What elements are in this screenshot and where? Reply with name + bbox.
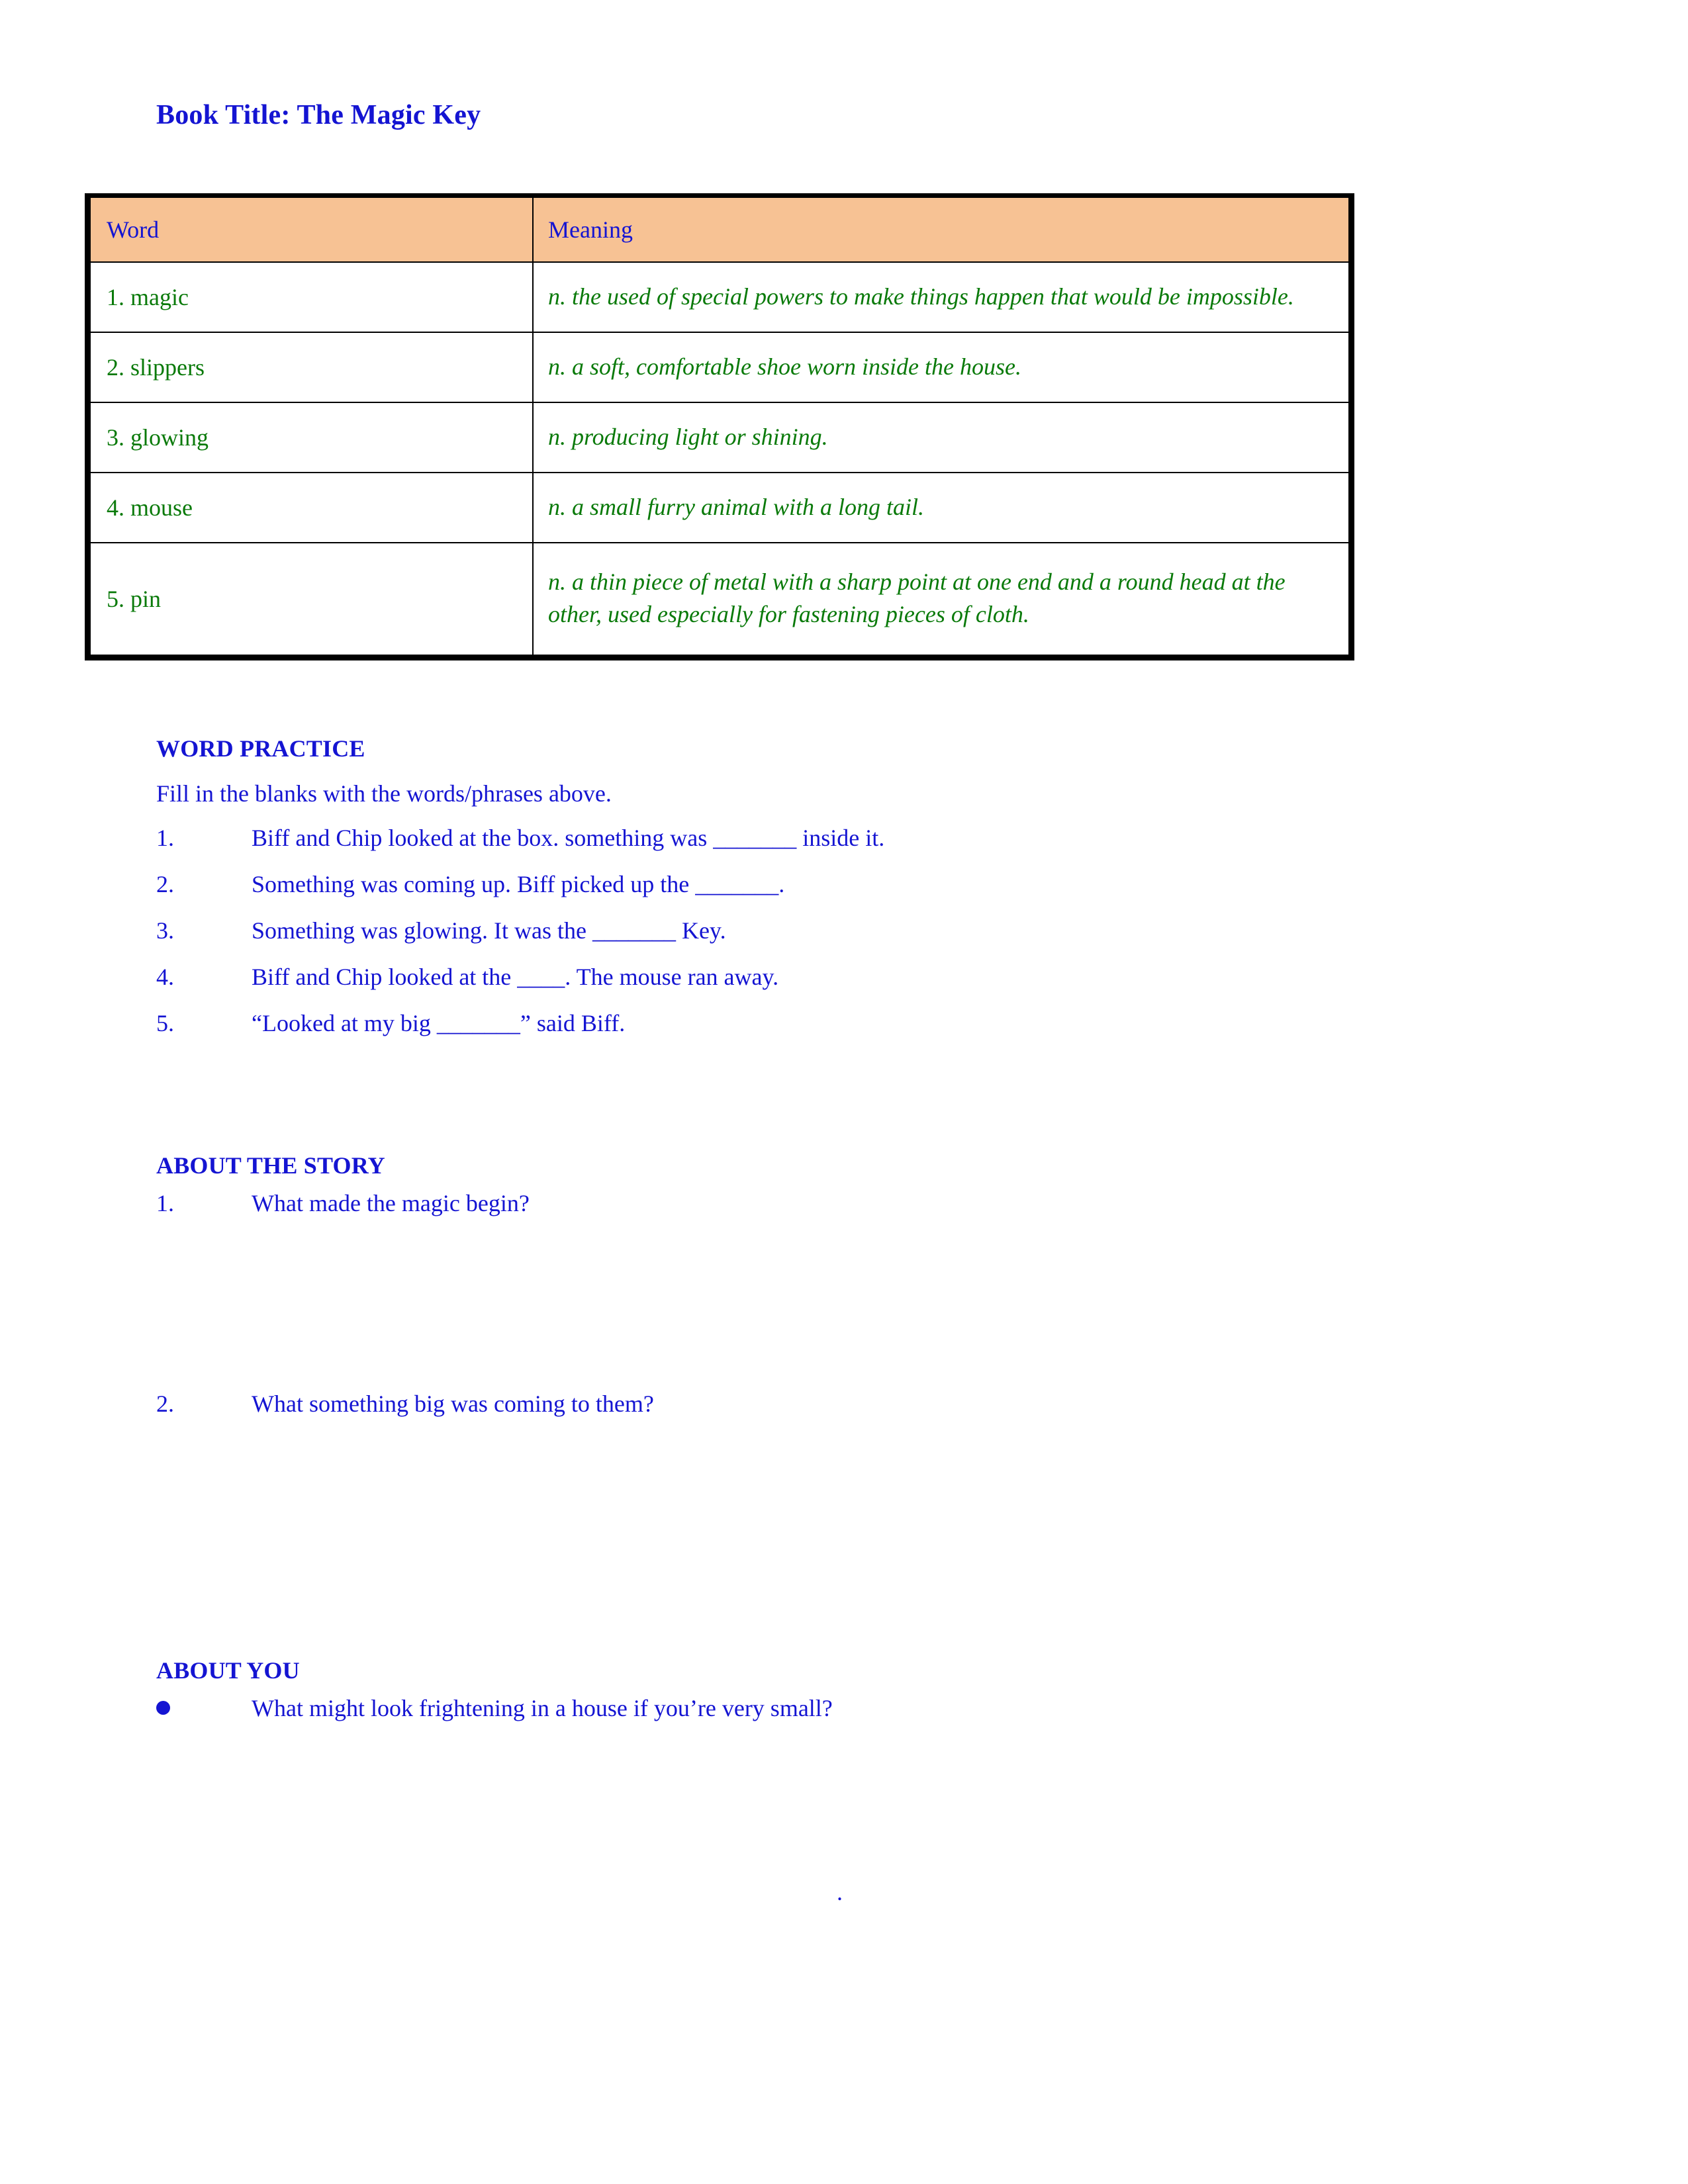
word-cell (90, 402, 533, 473)
item-text: “Looked at my big _______” said Biff. (252, 1010, 626, 1036)
column-header-word (90, 198, 533, 262)
meaning-cell (533, 402, 1349, 473)
item-number: 3. (156, 917, 174, 944)
table-header-row (90, 198, 1349, 262)
table-row (90, 262, 1349, 332)
list-item (156, 1011, 884, 1058)
about-you-question-1 (156, 1696, 833, 1720)
word-practice-heading: WORD PRACTICE (156, 735, 365, 762)
vocabulary-table-container (85, 193, 1354, 660)
item-number: 4. (156, 964, 174, 990)
meaning-text: n. a small furry animal with a long tail. (548, 493, 925, 520)
item-number: 2. (156, 1390, 174, 1417)
meaning-text: n. a thin piece of metal with a sharp point at one end and a round head at the other, used especially for fastening pieces of cloth. (548, 569, 1286, 627)
meaning-cell (533, 262, 1349, 332)
item-text: Something was coming up. Biff picked up the _______. (252, 871, 785, 897)
item-text: What made the magic begin? (252, 1190, 530, 1216)
list-item (156, 872, 884, 919)
about-you-heading: ABOUT YOU (156, 1657, 300, 1684)
word-text: 2. slippers (107, 353, 205, 381)
about-the-story-heading: ABOUT THE STORY (156, 1152, 385, 1179)
word-text: 1. magic (107, 283, 189, 310)
item-text: Biff and Chip looked at the ____. The mouse ran away. (252, 964, 779, 990)
bullet-point-icon (156, 1702, 252, 1716)
column-header-meaning (533, 198, 1349, 262)
vocabulary-table (89, 198, 1350, 656)
table-row (90, 402, 1349, 473)
word-cell (90, 262, 533, 332)
item-text: What something big was coming to them? (252, 1390, 654, 1417)
column-header-word-label: Word (107, 216, 160, 243)
word-cell (90, 332, 533, 402)
word-cell (90, 473, 533, 543)
word-text: 4. mouse (107, 494, 193, 521)
word-practice-instruction: Fill in the blanks with the words/phrases above. (156, 780, 612, 807)
about-story-question-1 (156, 1191, 530, 1215)
list-item (156, 965, 884, 1011)
meaning-cell (533, 332, 1349, 402)
meaning-text: n. producing light or shining. (548, 423, 828, 450)
item-text: Biff and Chip looked at the box. something was _______ inside it. (252, 825, 885, 851)
table-row (90, 473, 1349, 543)
item-number: 1. (156, 825, 174, 851)
page-title: Book Title: The Magic Key (156, 100, 481, 130)
stray-period-mark: . (837, 1879, 843, 1905)
column-header-meaning-label: Meaning (548, 216, 633, 243)
word-text: 3. glowing (107, 424, 209, 451)
meaning-cell (533, 473, 1349, 543)
word-cell (90, 543, 533, 655)
item-number: 2. (156, 871, 174, 897)
table-body (90, 262, 1349, 655)
about-story-question-2 (156, 1392, 654, 1416)
meaning-cell (533, 543, 1349, 655)
table-row (90, 332, 1349, 402)
meaning-text: n. a soft, comfortable shoe worn inside the house. (548, 353, 1021, 380)
list-item (156, 919, 884, 965)
table-row (90, 543, 1349, 655)
word-text: 5. pin (107, 585, 162, 612)
item-number: 5. (156, 1010, 174, 1036)
list-item (156, 826, 884, 872)
item-text: What might look frightening in a house if you’re very small? (252, 1695, 833, 1721)
item-number: 1. (156, 1190, 174, 1216)
item-text: Something was glowing. It was the _______ Key. (252, 917, 726, 944)
meaning-text: n. the used of special powers to make things happen that would be impossible. (548, 283, 1294, 310)
word-practice-list (156, 826, 884, 1058)
